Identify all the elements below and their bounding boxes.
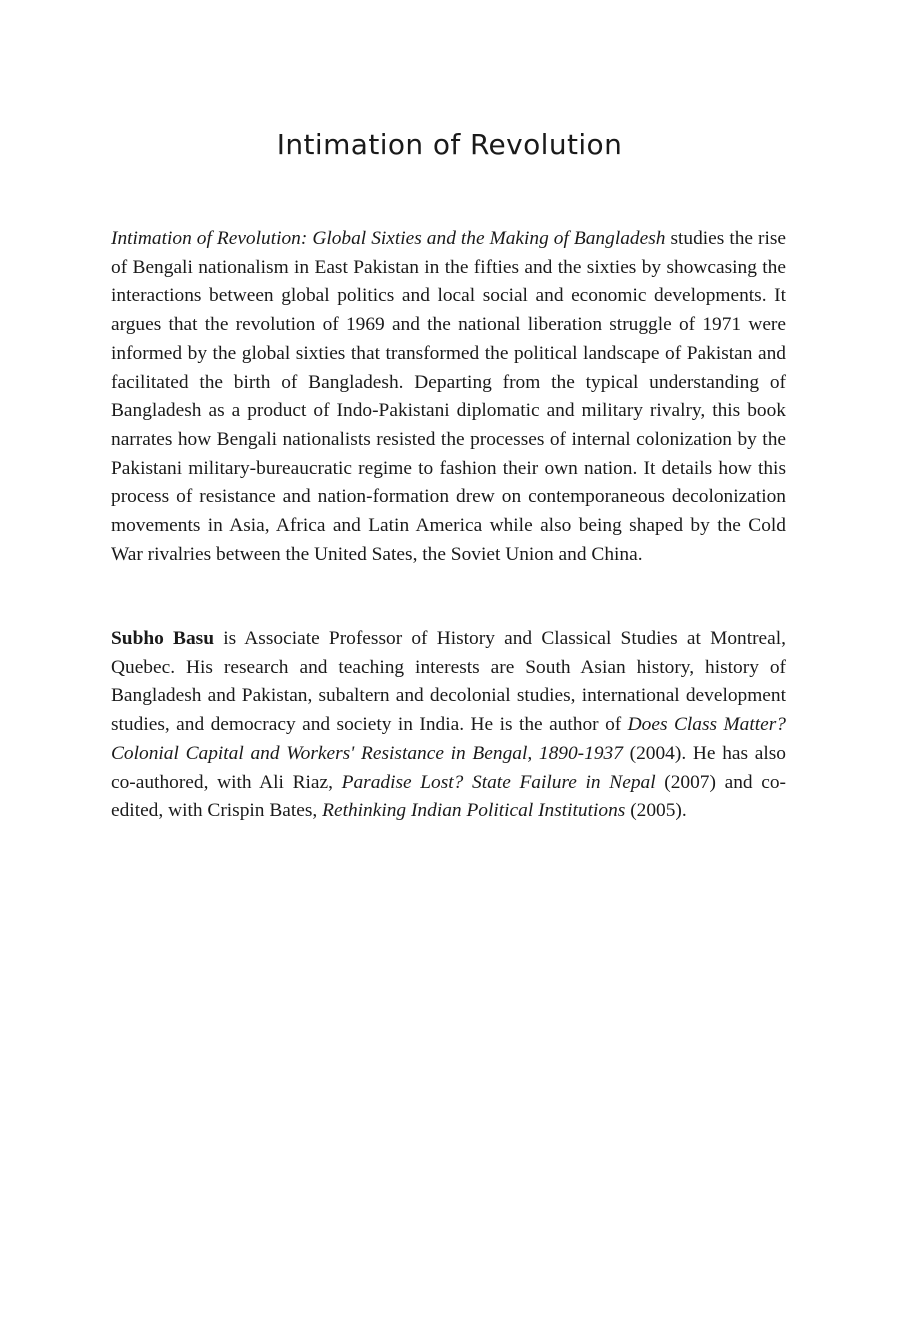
author-name: Subho Basu (111, 628, 215, 649)
bio-text-2: (2004). He has also co-authored, with Ali Riaz, (111, 742, 786, 793)
bio-text-1: is Associate Professor of History and Classical Studies at Montreal, Quebec. His research and teaching interests are South Asian history, history of Bangladesh and Pakistan, subaltern and decolonial studies, international development studies, and democracy and society in India. He is the author of (111, 628, 786, 736)
description-text: studies the rise of Bengali nationalism in East Pakistan in the fifties and the sixties by showcasing the interactions between global politics and local social and economic developments. It argues that the revolution of 1969 and the national liberation struggle of 1971 were informed by the global sixties that transformed the political landscape of Pakistan and facilitated the birth of Bangladesh. Departing from the typical understanding of Bangladesh as a product of Indo-Pakistani diplomatic and military rivalry, this book narrates how Bengali nationalists resisted the processes of internal colonization by the Pakistani military-bureaucratic regime to fashion their own nation. It details how this process of resistance and nation-formation drew on contemporaneous decolonization movements in Asia, Africa and Latin America while also being shaped by the Cold War rivalries between the United Sates, the Soviet Union and China. (111, 228, 786, 565)
page-title: Intimation of Revolution (276, 128, 623, 161)
bio-book-3: Rethinking Indian Political Institutions (322, 800, 626, 822)
bio-book-1: Does Class Matter? Colonial Capital and Workers' Resistance in Bengal, 1890-1937 (111, 714, 786, 764)
author-bio-paragraph (111, 625, 786, 826)
book-description-paragraph (111, 225, 786, 569)
book-title-italic: Intimation of Revolution: Global Sixties and the Making of Bangladesh (111, 228, 666, 249)
bio-text-4: (2005). (625, 800, 687, 822)
bio-text-3: (2007) and co-edited, with Crispin Bates, (111, 771, 786, 822)
bio-book-2: Paradise Lost? State Failure in Nepal (341, 771, 656, 793)
